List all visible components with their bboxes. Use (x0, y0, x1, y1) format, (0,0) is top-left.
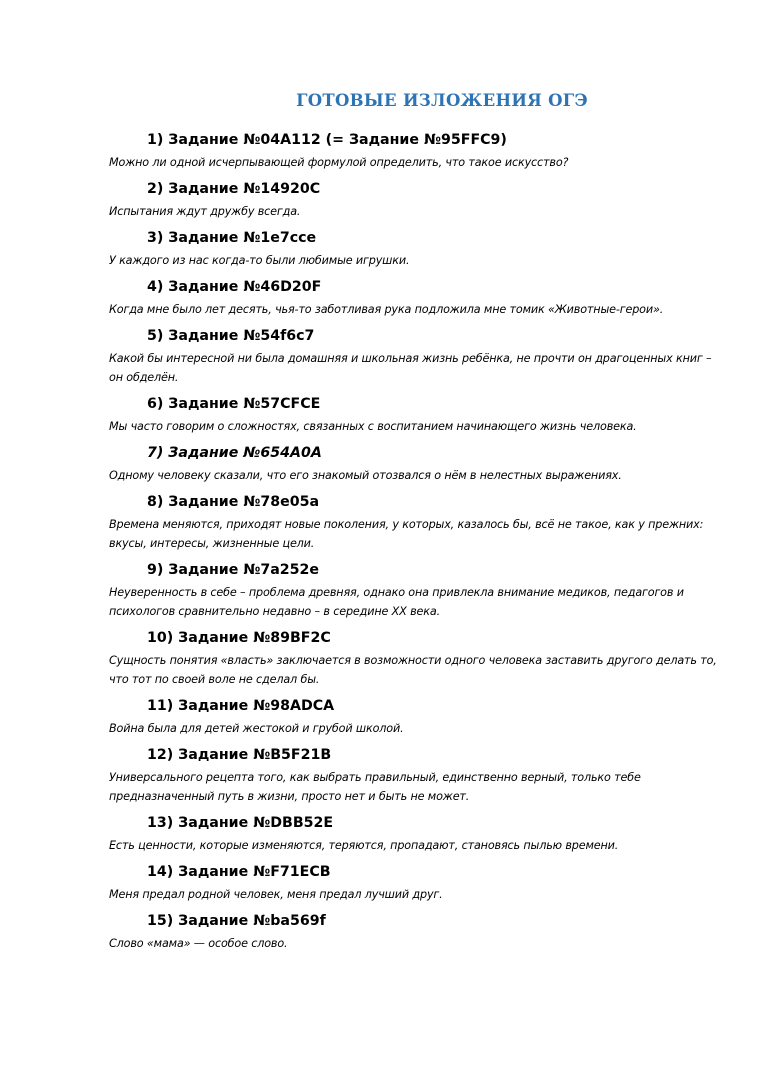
task-text: Испытания ждут дружбу всегда. (109, 205, 301, 218)
task-item (109, 391, 719, 436)
task-list (109, 127, 719, 957)
task-text: Война была для детей жестокой и грубой школой. (109, 722, 404, 735)
task-text: Мы часто говорим о сложностях, связанных с воспитанием начинающего жизнь человека. (109, 420, 637, 433)
task-text: Меня предал родной человек, меня предал лучший друг. (109, 888, 443, 901)
task-text: Можно ли одной исчерпывающей формулой определить, что такое искусство? (109, 156, 569, 169)
task-heading: 3) Задание №1e7cce (147, 230, 317, 246)
task-text: Сущность понятия «власть» заключается в возможности одного человека заставить другого делать то, что тот по своей воле не сделал бы. (109, 654, 717, 686)
task-text: Неуверенность в себе – проблема древняя, однако она привлекла внимание медиков, педагогов и психологов сравнительно недавно – в середине XX века. (109, 586, 684, 618)
page-title: ГОТОВЫЕ ИЗЛОЖЕНИЯ ОГЭ (296, 91, 588, 110)
task-item (109, 810, 719, 855)
task-heading: 6) Задание №57CFCE (147, 396, 321, 412)
task-heading: 2) Задание №14920C (147, 181, 321, 197)
task-text: Универсального рецепта того, как выбрать правильный, единственно верный, только тебе предназначенный путь в жизни, просто нет и быть не может. (109, 771, 641, 803)
task-text: Времена меняются, приходят новые поколения, у которых, казалось бы, всё не такое, как у прежних: вкусы, интересы, жизненные цели. (109, 518, 704, 550)
task-text: Слово «мама» — особое слово. (109, 937, 288, 950)
task-item (109, 225, 719, 270)
task-heading: 12) Задание №B5F21B (147, 747, 332, 763)
task-heading: 10) Задание №89BF2C (147, 630, 331, 646)
task-heading: 11) Задание №98ADCA (147, 698, 335, 714)
task-heading: 13) Задание №DBB52E (147, 815, 334, 831)
task-item (109, 274, 719, 319)
task-item (109, 440, 719, 485)
task-item (109, 489, 719, 553)
task-text: У каждого из нас когда-то были любимые игрушки. (109, 254, 410, 267)
task-heading: 8) Задание №78e05a (147, 494, 320, 510)
task-item (109, 323, 719, 387)
task-heading: 15) Задание №ba569f (147, 913, 326, 929)
task-item (109, 908, 719, 953)
task-item (109, 557, 719, 621)
task-item (109, 859, 719, 904)
task-heading: 14) Задание №F71ECB (147, 864, 331, 880)
task-item (109, 693, 719, 738)
task-text: Одному человеку сказали, что его знакомый отозвался о нём в нелестных выражениях. (109, 469, 622, 482)
task-heading: 4) Задание №46D20F (147, 279, 322, 295)
task-heading: 9) Задание №7a252e (147, 562, 320, 578)
task-item (109, 127, 719, 172)
task-text: Когда мне было лет десять, чья-то заботливая рука подложила мне томик «Животные-герои». (109, 303, 664, 316)
task-item (109, 625, 719, 689)
task-text: Какой бы интересной ни была домашняя и школьная жизнь ребёнка, не прочти он драгоценных книг – он обделён. (109, 352, 712, 384)
task-heading: 1) Задание №04A112 (= Задание №95FFC9) (147, 132, 507, 148)
task-text: Есть ценности, которые изменяются, теряются, пропадают, становясь пылью времени. (109, 839, 619, 852)
task-item (109, 176, 719, 221)
task-item (109, 742, 719, 806)
task-heading: 5) Задание №54f6c7 (147, 328, 315, 344)
task-heading: 7) Задание №654A0A (147, 445, 322, 461)
